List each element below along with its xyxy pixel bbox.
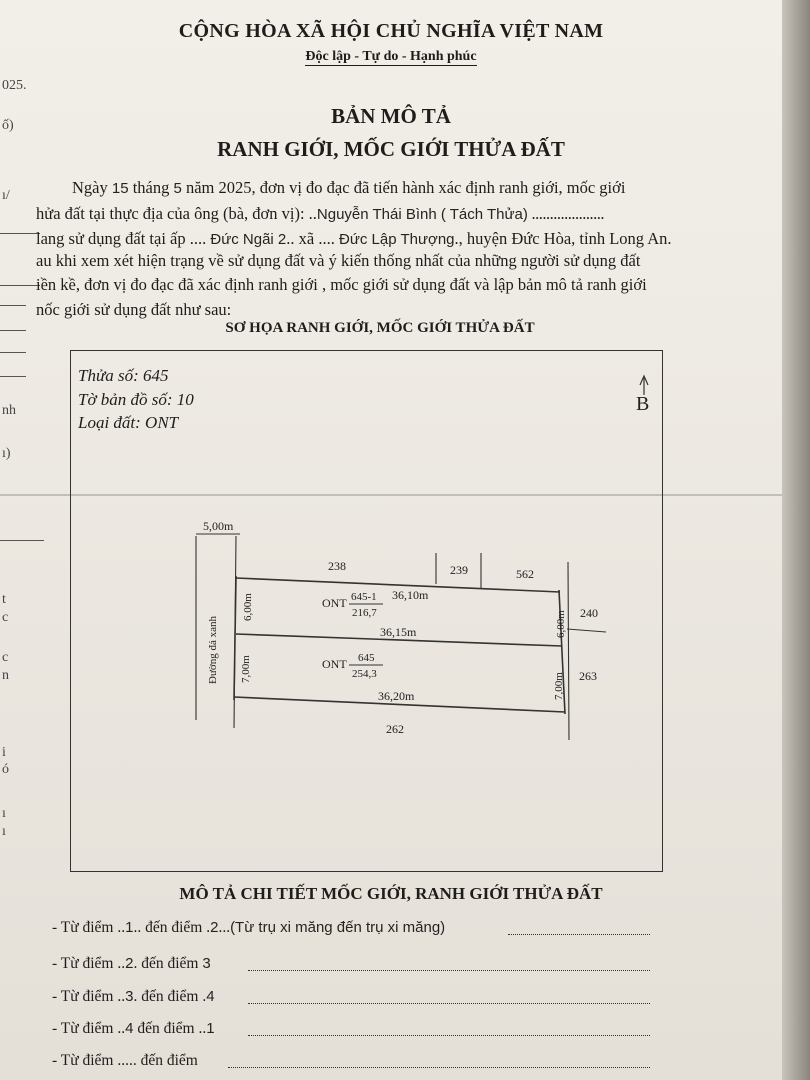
- intro-line-3: lang sử dụng đất tại ấp .... Đức Ngãi 2.. xã .... Đức Lập Thượng., huyện Đức Hòa, tỉnh Long An.: [36, 229, 672, 248]
- margin-fragment: ó: [2, 762, 9, 777]
- intro-line-4: au khi xem xét hiện trạng về sử dụng đất và ý kiến thống nhất của những người sử dụng đất: [36, 251, 641, 270]
- parcel-lower-type: ONT: [322, 657, 347, 671]
- dimension-bottom: 36,20m: [378, 689, 415, 703]
- boundary-row: - Từ điểm ..... đến điểm: [52, 1052, 198, 1069]
- boundary-left: [234, 576, 236, 700]
- boundary-note: (Từ trụ xi măng đến trụ xi măng): [230, 919, 446, 936]
- intro-line-2: hửa đất tại thực địa của ông (bà, đơn vị): ..Nguyễn Thái Bình ( Tách Thửa) ....................: [36, 204, 605, 223]
- commune-name: Đức Lập Thượng: [338, 231, 455, 248]
- neighbor-parcel: 240: [580, 606, 598, 620]
- dotted-line: [248, 1003, 650, 1004]
- month-value: 5: [173, 180, 182, 197]
- intro-line-6: nốc giới sử dụng đất như sau:: [36, 300, 232, 319]
- sketch-heading: SƠ HỌA RANH GIỚI, MỐC GIỚI THỬA ĐẤT: [225, 320, 535, 336]
- neighbor-parcel: 562: [516, 567, 534, 581]
- national-title: CỘNG HÒA XÃ HỘI CHỦ NGHĨA VIỆT NAM: [178, 20, 604, 42]
- dimension-top: 36,10m: [392, 588, 429, 602]
- intro-line-1: Ngày 15 tháng 5 năm 2025, đơn vị đo đạc đã tiến hành xác định ranh giới, mốc giới: [72, 178, 626, 197]
- dimension-right-upper: 6,00m: [555, 610, 567, 638]
- road-width-label: 5,00m: [203, 519, 234, 533]
- margin-fragment: c: [2, 650, 9, 665]
- margin-fragment: nh: [2, 403, 16, 418]
- road-name: Đường đá xanh: [207, 616, 219, 684]
- margin-fragment: n: [2, 668, 9, 683]
- boundary-row: - Từ điểm ..3. đến điểm .4: [52, 988, 215, 1005]
- neighbor-parcel: 239: [450, 563, 468, 577]
- boundary-row: - Từ điểm ..2. đến điểm 3: [52, 955, 211, 972]
- owner-name: Nguyễn Thái Bình ( Tách Thửa): [316, 206, 528, 223]
- boundary-row: - Từ điểm ..1.. đến điểm .2...(Từ trụ xi măng đến trụ xi măng): [52, 919, 446, 936]
- margin-fragment: ı/: [2, 188, 10, 203]
- motto: Độc lập - Tự do - Hạnh phúc: [305, 49, 477, 64]
- intro-line-5: iền kề, đơn vị đo đạc đã xác định ranh giới , mốc giới sử dụng đất và lập bản mô tả ranh giới: [36, 275, 647, 294]
- hamlet-name: Đức Ngãi 2: [210, 231, 287, 248]
- neighbor-parcel: 262: [386, 722, 404, 736]
- dotted-line: [228, 1067, 650, 1068]
- land-type: Loại đất: ONT: [78, 413, 179, 432]
- dimension-left-lower: 7,00m: [240, 655, 252, 683]
- dimension-left-upper: 6,00m: [242, 593, 254, 621]
- margin-fragment: t: [2, 592, 6, 607]
- parcel-upper-type: ONT: [322, 596, 347, 610]
- margin-fragment: i: [2, 745, 6, 760]
- boundary-row: - Từ điểm ..4 đến điểm ..1: [52, 1020, 215, 1037]
- parcel-lower-area: 254,3: [352, 668, 377, 680]
- dotted-line: [248, 1035, 650, 1036]
- parcel-number: Thửa số: 645: [78, 366, 169, 385]
- neighbor-parcel: 263: [579, 669, 597, 683]
- parcel-upper-number: 645-1: [351, 591, 377, 603]
- map-sheet-number: Tờ bản đồ số: 10: [78, 390, 194, 409]
- margin-fragment: ố): [2, 118, 14, 133]
- parcel-upper-area: 216,7: [352, 607, 377, 619]
- neighbor-line-right: [568, 562, 569, 740]
- dotted-line: [508, 934, 650, 935]
- parcel-lower-number: 645: [358, 652, 375, 664]
- margin-fragment: ı: [2, 824, 6, 839]
- margin-fragment: ı: [2, 806, 6, 821]
- neighbor-divider: [567, 629, 606, 632]
- margin-fragment: c: [2, 610, 9, 625]
- document-subtitle: RANH GIỚI, MỐC GIỚI THỬA ĐẤT: [217, 137, 565, 161]
- day-value: 15: [111, 180, 129, 197]
- detail-heading: MÔ TẢ CHI TIẾT MỐC GIỚI, RANH GIỚI THỬA ĐẤT: [179, 884, 603, 903]
- margin-fragment: ı): [2, 446, 11, 461]
- dimension-right-lower: 7,00m: [553, 672, 565, 700]
- document-title: BẢN MÔ TẢ: [331, 104, 451, 128]
- margin-fragment: 025.: [2, 78, 27, 93]
- dotted-line: [248, 970, 650, 971]
- dimension-middle: 36,15m: [380, 625, 417, 639]
- neighbor-parcel: 238: [328, 559, 346, 573]
- north-label: B: [636, 393, 650, 415]
